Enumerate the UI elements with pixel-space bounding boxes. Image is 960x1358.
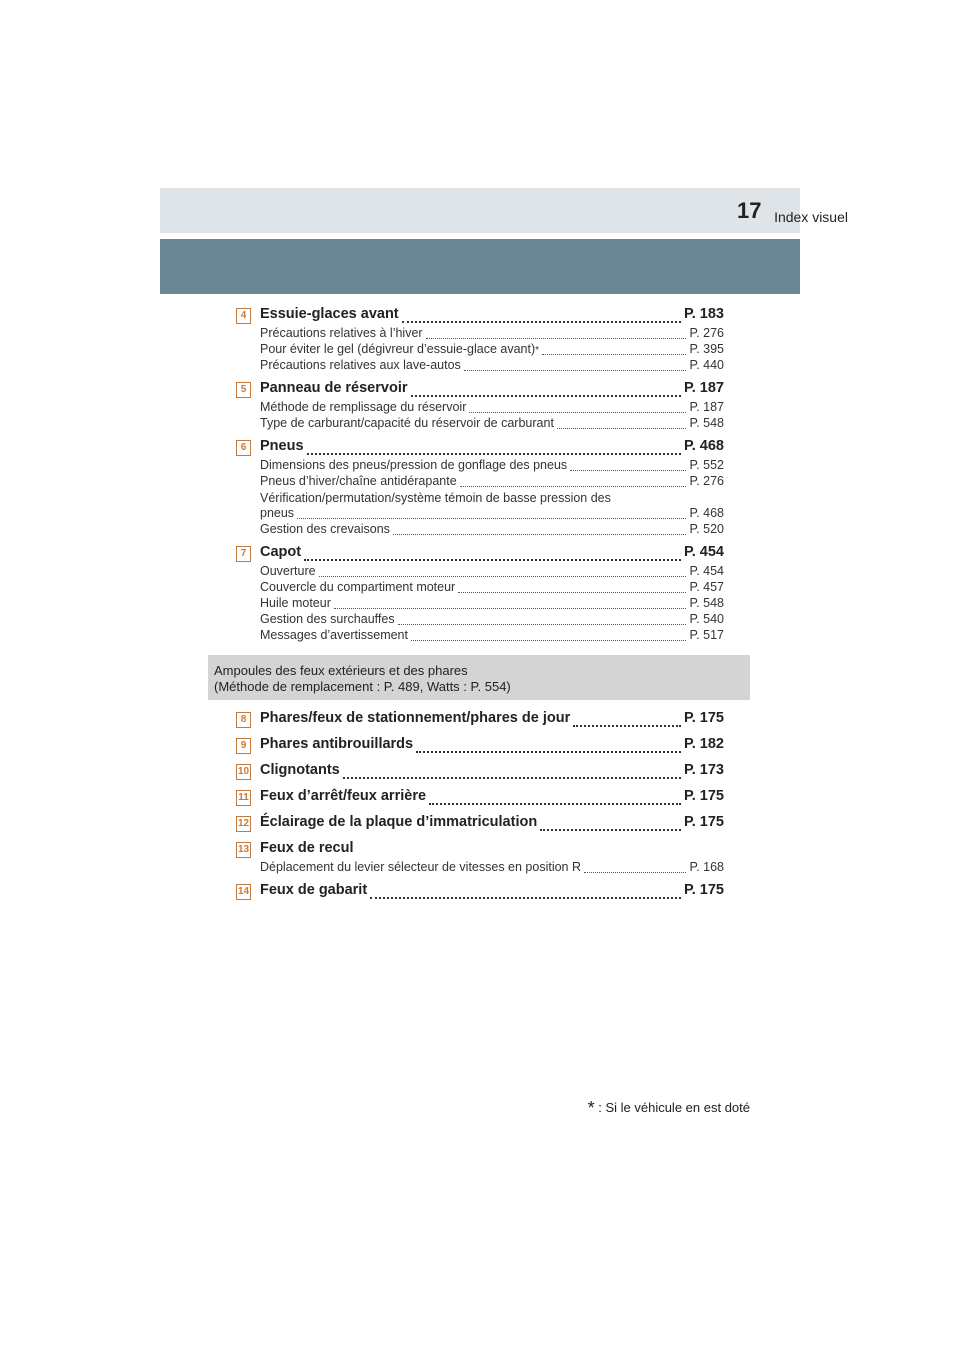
dot-leader	[297, 509, 686, 519]
entry-label: Phares/feux de stationnement/phares de jour	[260, 710, 571, 726]
entry-number-badge: 10	[236, 764, 251, 780]
dot-leader	[557, 419, 687, 429]
sub-entry-label: Méthode de remplissage du réservoir	[260, 400, 467, 414]
index-list-bottom	[236, 710, 724, 908]
page-number: 17	[737, 198, 762, 223]
footnote-marker: *	[535, 345, 540, 356]
dot-leader	[460, 477, 687, 487]
dot-leader	[393, 525, 687, 535]
sub-entry-label: Pneus d’hiver/chaîne antidérapante	[260, 474, 457, 488]
index-list-top	[236, 306, 724, 650]
entry-number-badge: 11	[236, 790, 251, 806]
sub-entry-line[interactable]	[260, 416, 724, 432]
sub-entry-label: Huile moteur	[260, 596, 331, 610]
index-entry	[236, 306, 724, 374]
sub-entry-line[interactable]	[260, 580, 724, 596]
entry-main-line[interactable]	[260, 736, 724, 756]
sub-entry-label: Ouverture	[260, 564, 316, 578]
entry-number-badge: 8	[236, 712, 251, 728]
entry-label: Phares antibrouillards	[260, 736, 414, 752]
sub-entry-label-line1: Vérification/permutation/système témoin de basse pression des	[260, 491, 611, 505]
index-entry	[236, 710, 724, 730]
sub-entry-line[interactable]	[260, 358, 724, 374]
sub-entry-label: pneus	[260, 506, 295, 520]
index-entry	[236, 438, 724, 538]
sub-entry-page-ref: P. 187	[689, 400, 724, 414]
index-entry	[236, 882, 724, 902]
entry-number-badge: 5	[236, 382, 251, 398]
sub-entry-label: Pour éviter le gel (dégivreur d’essuie-glace avant)	[260, 342, 536, 356]
entry-page-ref: P. 183	[683, 306, 724, 322]
sub-entry-page-ref: P. 168	[689, 860, 724, 874]
sub-entry-line[interactable]	[260, 522, 724, 538]
sub-entry-page-ref: P. 520	[689, 522, 724, 536]
dot-leader	[469, 403, 686, 413]
index-entry	[236, 788, 724, 808]
sub-entry-line[interactable]	[260, 564, 724, 580]
sub-entry-label: Déplacement du levier sélecteur de vitesses en position R	[260, 860, 582, 874]
sub-entry-page-ref: P. 548	[689, 596, 724, 610]
entry-main-line[interactable]	[260, 438, 724, 458]
entry-label: Éclairage de la plaque d’immatriculation	[260, 814, 538, 830]
sub-entry-line[interactable]	[260, 506, 724, 522]
entry-main-line[interactable]	[260, 544, 724, 564]
section-title: Ampoules des feux extérieurs et des phares	[214, 663, 468, 678]
entry-label: Capot	[260, 544, 302, 560]
entry-number-badge: 6	[236, 440, 251, 456]
index-entry	[236, 544, 724, 644]
index-entry	[236, 380, 724, 432]
dot-leader	[542, 345, 686, 355]
entry-number-badge: 12	[236, 816, 251, 832]
dot-leader	[426, 329, 687, 339]
sub-entry-label: Messages d’avertissement	[260, 628, 408, 642]
section-heading-box	[208, 655, 750, 700]
sub-entry-page-ref: P. 440	[689, 358, 724, 372]
entry-main-line[interactable]	[260, 380, 724, 400]
index-entry	[236, 736, 724, 756]
sub-entry-label: Dimensions des pneus/pression de gonflage des pneus	[260, 458, 568, 472]
sub-entry-line[interactable]	[260, 400, 724, 416]
entry-page-ref: P. 454	[683, 544, 724, 560]
sub-entry-label: Précautions relatives à l’hiver	[260, 326, 423, 340]
dot-leader	[570, 461, 686, 471]
entry-page-ref: P. 175	[683, 814, 724, 830]
entry-number-badge: 14	[236, 884, 251, 900]
entry-main-line[interactable]	[260, 882, 724, 902]
dot-leader	[464, 361, 687, 371]
entry-label: Essuie-glaces avant	[260, 306, 399, 322]
sub-entry-line[interactable]	[260, 474, 724, 490]
entry-number-badge: 7	[236, 546, 251, 562]
entry-page-ref: P. 182	[683, 736, 724, 752]
sub-entry-line[interactable]	[260, 860, 724, 876]
dot-leader	[540, 818, 681, 831]
entry-main-line[interactable]	[260, 710, 724, 730]
index-entry	[236, 840, 724, 876]
dot-leader	[584, 863, 686, 873]
entry-page-ref: P. 175	[683, 882, 724, 898]
entry-main-line[interactable]	[260, 762, 724, 782]
dot-leader	[319, 567, 687, 577]
sub-entry-page-ref: P. 517	[689, 628, 724, 642]
entry-number-badge: 4	[236, 308, 251, 324]
sub-entry-page-ref: P. 457	[689, 580, 724, 594]
entry-page-ref: P. 468	[683, 438, 724, 454]
dot-leader	[416, 740, 681, 753]
sub-entry-page-ref: P. 540	[689, 612, 724, 626]
dot-leader	[307, 442, 681, 455]
sub-entry-page-ref: P. 454	[689, 564, 724, 578]
dot-leader	[411, 631, 686, 641]
dot-leader	[343, 766, 681, 779]
entry-main-line[interactable]	[260, 814, 724, 834]
sub-entry-label: Précautions relatives aux lave-autos	[260, 358, 461, 372]
sub-entry-label: Gestion des crevaisons	[260, 522, 390, 536]
dot-leader	[398, 615, 687, 625]
entry-page-ref: P. 187	[683, 380, 724, 396]
index-entry	[236, 762, 724, 782]
sub-entry-label: Gestion des surchauffes	[260, 612, 395, 626]
sub-entry-page-ref: P. 276	[689, 326, 724, 340]
index-entry	[236, 814, 724, 834]
header-bar	[160, 188, 800, 233]
entry-page-ref: P. 173	[683, 762, 724, 778]
section-banner	[160, 239, 800, 294]
footnote-text: : Si le véhicule en est doté	[598, 1100, 750, 1115]
dot-leader	[402, 310, 681, 323]
dot-leader	[573, 714, 681, 727]
entry-page-ref: P. 175	[683, 788, 724, 804]
entry-page-ref: P. 175	[683, 710, 724, 726]
entry-label: Feux de gabarit	[260, 882, 368, 898]
entry-label: Pneus	[260, 438, 304, 454]
dot-leader	[458, 583, 686, 593]
sub-entry-line[interactable]	[260, 326, 724, 342]
sub-entry-line[interactable]	[260, 612, 724, 628]
dot-leader	[411, 384, 681, 397]
entry-label: Feux d’arrêt/feux arrière	[260, 788, 427, 804]
dot-leader	[304, 548, 681, 561]
sub-entry-label: Type de carburant/capacité du réservoir de carburant	[260, 416, 554, 430]
entry-label: Clignotants	[260, 762, 340, 778]
footnote-star: *	[587, 1098, 595, 1118]
sub-entry-line[interactable]	[260, 596, 724, 612]
sub-entry-page-ref: P. 468	[689, 506, 724, 520]
dot-leader	[334, 599, 687, 609]
entry-main-line[interactable]	[260, 788, 724, 808]
entry-number-badge: 9	[236, 738, 251, 754]
sub-entry-line[interactable]	[260, 628, 724, 644]
section-subtitle: (Méthode de remplacement : P. 489, Watts : P. 554)	[214, 679, 511, 694]
sub-entry-line[interactable]	[260, 342, 724, 358]
entry-label: Feux de recul	[260, 840, 354, 856]
sub-entry-label: Couvercle du compartiment moteur	[260, 580, 456, 594]
sub-entry-page-ref: P. 276	[689, 474, 724, 488]
dot-leader	[429, 792, 681, 805]
footnote	[588, 1098, 750, 1119]
sub-entry-line[interactable]	[260, 458, 724, 474]
dot-leader	[370, 886, 681, 899]
sub-entry-page-ref: P. 552	[689, 458, 724, 472]
entry-label: Panneau de réservoir	[260, 380, 408, 396]
sub-entry-page-ref: P. 548	[689, 416, 724, 430]
page-title: Index visuel	[774, 209, 848, 225]
entry-main-line[interactable]	[260, 306, 724, 326]
entry-number-badge: 13	[236, 842, 251, 858]
sub-entry-page-ref: P. 395	[689, 342, 724, 356]
entry-main-line[interactable]	[260, 840, 724, 860]
